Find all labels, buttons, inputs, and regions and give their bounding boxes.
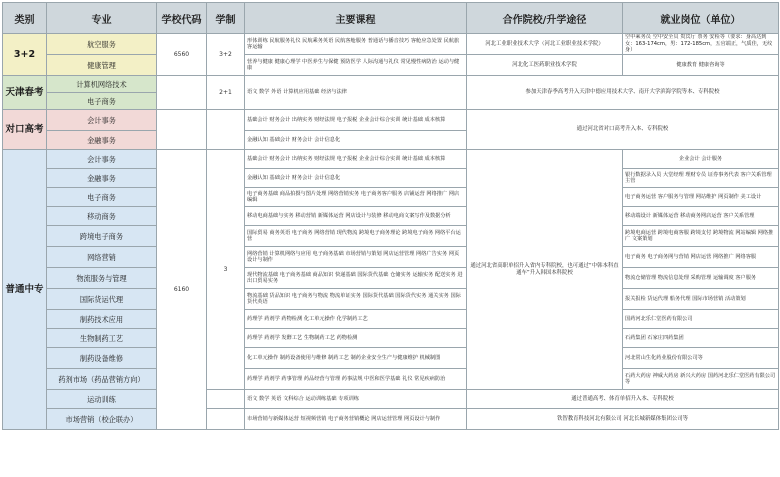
courses-cell: 金融认知 基础会计 财务会计 会计信息化 bbox=[245, 169, 467, 188]
courses-cell: 形体训练 民航服务礼仪 民航乘务英语 民航客舱服务 普通话与播音技巧 客舱应急处置 民航旅客运输 bbox=[245, 34, 467, 55]
jobs-cell: 电子商务运营 客户服务与管理 网站维护 网页制作 美工设计 bbox=[623, 188, 779, 207]
major-cell: 制药设备维修 bbox=[47, 348, 157, 369]
table-row bbox=[3, 207, 779, 226]
system-cell: 3 bbox=[207, 150, 245, 390]
partner-cell: 河北化工医药职业技术学院 bbox=[467, 55, 623, 76]
table-row bbox=[3, 76, 779, 93]
major-cell: 国际货运代理 bbox=[47, 289, 157, 310]
courses-cell: 基础会计 财务会计 出纳实务 财经法规 电子报税 企业会计综合实训 统计基础 成本核算 bbox=[245, 150, 467, 169]
major-cell: 健康管理 bbox=[47, 55, 157, 76]
table-row bbox=[3, 409, 779, 430]
jobs-cell: 电子商务 电子商务网与营销 网店运营 网络推广 网络客服 bbox=[623, 247, 779, 268]
category-cell: 天津春考 bbox=[3, 76, 47, 110]
table-row bbox=[3, 55, 779, 76]
courses-cell: 语文 数学 英语 文科综合 运动训练基础 专项训练 bbox=[245, 390, 467, 409]
header-code: 学校代码 bbox=[157, 3, 207, 34]
jobs-cell: 石药集团 石家庄四药集团 bbox=[623, 329, 779, 348]
route-cell: 参加天津春季高考升入天津中德应用技术大学、南开大学滨海学院等本、专科院校 bbox=[467, 76, 779, 110]
system-cell: 3+2 bbox=[207, 34, 245, 76]
major-cell: 会计事务 bbox=[47, 150, 157, 169]
table-row bbox=[3, 226, 779, 247]
major-cell: 制药技术应用 bbox=[47, 310, 157, 329]
major-cell: 金融事务 bbox=[47, 169, 157, 188]
program-table bbox=[2, 2, 779, 430]
major-cell: 计算机网络技术 bbox=[47, 76, 157, 93]
table-row bbox=[3, 289, 779, 310]
route-cell: 通过普通高考、体育单招升入本、专科院校 bbox=[467, 390, 779, 409]
route-cell: 通过河北省对口高考升入本、专科院校 bbox=[467, 110, 779, 150]
courses-cell: 药理学 药剂学 发酵工艺 生物制药工艺 药物检测 bbox=[245, 329, 467, 348]
major-cell: 物流服务与管理 bbox=[47, 268, 157, 289]
header-row bbox=[3, 3, 779, 34]
category-cell: 普通中专 bbox=[3, 150, 47, 430]
system-cell bbox=[207, 409, 245, 430]
table-row bbox=[3, 390, 779, 409]
jobs-cell: 健康教育 健康咨询等 bbox=[623, 55, 779, 76]
header-jobs: 就业岗位（单位） bbox=[623, 3, 779, 34]
system-cell bbox=[207, 390, 245, 409]
jobs-cell: 银行数据录入员 大堂经理 理财专员 证券事务代表 客户关系管理主管 bbox=[623, 169, 779, 188]
header-courses: 主要课程 bbox=[245, 3, 467, 34]
jobs-cell: 企业会计 会计服务 bbox=[623, 150, 779, 169]
header-major: 专业 bbox=[47, 3, 157, 34]
table-row bbox=[3, 329, 779, 348]
jobs-cell: 移动端设计 新媒体运营 移动商务网店运营 客户关系管理 bbox=[623, 207, 779, 226]
courses-cell: 移动电商基础与实务 移动营销 新媒体运营 网店设计与装修 移动电商文案写作及数据分析 bbox=[245, 207, 467, 226]
courses-cell: 物流基础 货品知识 电子商务与物流 物流单证实务 国际货代基础 国际货代实务 通关实务 国际货代英语 bbox=[245, 289, 467, 310]
table-row bbox=[3, 34, 779, 55]
partner-cell: 通过河北省高职单招升入省内专科院校，也可通过“中韩本科直通车”升入韩国本科院校 bbox=[467, 150, 623, 390]
courses-cell: 金融认知 基础会计 财务会计 会计信息化 bbox=[245, 131, 467, 150]
major-cell: 电子商务 bbox=[47, 93, 157, 110]
table-row bbox=[3, 348, 779, 369]
major-cell: 跨境电子商务 bbox=[47, 226, 157, 247]
category-cell: 3+2 bbox=[3, 34, 47, 76]
jobs-cell: 石药大药房 神威大药房 新兴大药房 国药河北乐仁堂医药有限公司等 bbox=[623, 369, 779, 390]
major-cell: 会计事务 bbox=[47, 110, 157, 131]
jobs-cell: 物流仓储管理 物流信息处理 采购管理 运输调度 客户服务 bbox=[623, 268, 779, 289]
header-system: 学制 bbox=[207, 3, 245, 34]
major-cell: 生物制药工艺 bbox=[47, 329, 157, 348]
courses-cell: 营养与健康 健康心理学 中医养生与保健 预防医学 人际沟通与礼仪 常见慢性病防治 运动与健康 bbox=[245, 55, 467, 76]
major-cell: 电子商务 bbox=[47, 188, 157, 207]
jobs-cell: 报关报检 货运代理 船务代理 国际市场营销 活动策划 bbox=[623, 289, 779, 310]
school-code-cell: 6160 bbox=[157, 150, 207, 430]
courses-cell: 语文 数学 外语 计算机应用基础 经济与法律 bbox=[245, 76, 467, 110]
courses-cell: 网络营销 计算机网络与应用 电子商务基础 市场营销与策划 网店运营管理 网络广告实务 网页设计与制作 bbox=[245, 247, 467, 268]
courses-cell: 现代物流基础 电子商务基础 商品知识 快递基础 国际货代基础 仓储实务 运输实务 配送实务 进出口贸易实务 bbox=[245, 268, 467, 289]
major-cell: 移动商务 bbox=[47, 207, 157, 226]
system-cell: 2+1 bbox=[207, 76, 245, 110]
courses-cell: 药理学 药剂学 药事管理 药品经营与管理 药事法规 中医和医学基础 礼仪 常见疾病防治 bbox=[245, 369, 467, 390]
major-cell: 航空服务 bbox=[47, 34, 157, 55]
school-code-cell: 6560 bbox=[157, 34, 207, 76]
major-cell: 金融事务 bbox=[47, 131, 157, 150]
jobs-cell: 国药河北乐仁堂医药有限公司 bbox=[623, 310, 779, 329]
major-cell: 网络营销 bbox=[47, 247, 157, 268]
jobs-cell: 空中乘务员 空中安全员 贵宾厅 票务 安检等（要求：身高达到女：163-174cm，男：172-185cm，五官端正，气质佳，无纹身） bbox=[623, 34, 779, 55]
table-row bbox=[3, 150, 779, 169]
major-cell: 市场营销（校企联办） bbox=[47, 409, 157, 430]
courses-cell: 国际贸易 商务英语 电子商务 网络营销 现代物流 跨境电子商务理论 跨境电子商务 网络平台运营 bbox=[245, 226, 467, 247]
courses-cell: 市场营销与新媒体运营 短视频营销 电子商务营销概论 网店运营管理 网页设计与制作 bbox=[245, 409, 467, 430]
table-row bbox=[3, 369, 779, 390]
table-row bbox=[3, 188, 779, 207]
system-cell bbox=[207, 110, 245, 150]
major-cell: 运动训练 bbox=[47, 390, 157, 409]
school-code-cell bbox=[157, 76, 207, 110]
table-row bbox=[3, 247, 779, 268]
courses-cell: 化工单元操作 制药设备使用与维修 制药工艺 制药企业安全生产与健康维护 机械制图 bbox=[245, 348, 467, 369]
school-code-cell bbox=[157, 110, 207, 150]
table-row bbox=[3, 110, 779, 131]
courses-cell: 电子商务基础 商品拍摄与图片处理 网络营销实务 电子商务客户服务 店铺运营 网络推广 网店编辑 bbox=[245, 188, 467, 207]
jobs-cell: 河北常山生化药业股份有限公司等 bbox=[623, 348, 779, 369]
route-cell: 铁智教育科技河北有限公司 河北长城新媒体集团公司等 bbox=[467, 409, 779, 430]
courses-cell: 基础会计 财务会计 出纳实务 财经法规 电子报税 企业会计综合实训 统计基础 成本核算 bbox=[245, 110, 467, 131]
major-cell: 药剂市场（药品营销方向） bbox=[47, 369, 157, 390]
courses-cell: 药理学 药剂学 药物检测 化工单元操作 化学制药工艺 bbox=[245, 310, 467, 329]
header-partner: 合作院校/升学途径 bbox=[467, 3, 623, 34]
table-row bbox=[3, 310, 779, 329]
table-row bbox=[3, 268, 779, 289]
table-row bbox=[3, 169, 779, 188]
header-category: 类别 bbox=[3, 3, 47, 34]
jobs-cell: 跨境电商运营 跨境电商客服 跨境支付 跨境物流 网站编辑 网络推广 文案策划 bbox=[623, 226, 779, 247]
category-cell: 对口高考 bbox=[3, 110, 47, 150]
partner-cell: 河北工业职业技术大学（河北工业职业技术学院） bbox=[467, 34, 623, 55]
